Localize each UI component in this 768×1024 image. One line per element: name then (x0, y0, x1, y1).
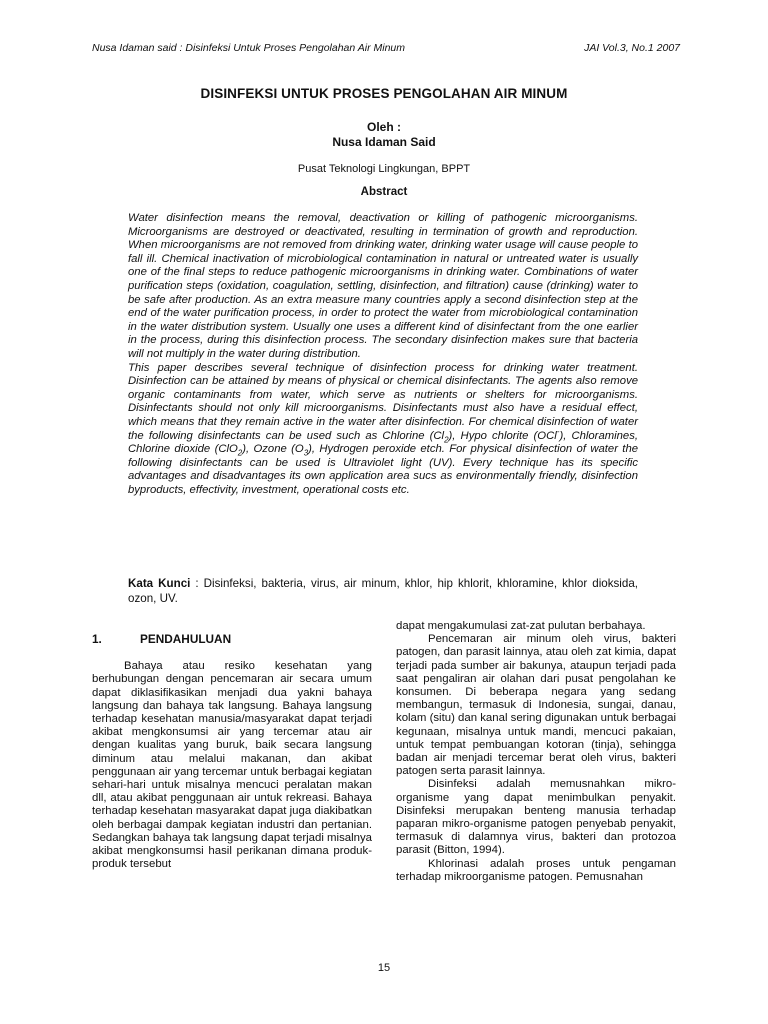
keywords (128, 576, 638, 606)
abstract-heading: Abstract (360, 186, 408, 198)
body-paragraph: Bahaya atau resiko kesehatan yang berhubungan dengan pencemaran air secara umum dapat diklasifikasikan menjadi dua yakni bahaya langsung dan bahaya tak langsung. Bahaya langsung terhadap kesehatan manusia/masyarakat dapat terjadi akibat mengkonsumsi air yang tercemar atau air dengan kualitas yang buruk, baik secara langsung diminum atau melalui makanan, dan akibat penggunaan air yang tercemar untuk berbagai kegiatan sehari-hari untuk misalnya mencuci peralatan makan dll, atau akibat penggunaan air untuk rekreasi. Bahaya terhadap kesehatan masyarakat dapat juga diakibatkan oleh berbagai dampak kegiatan industri dan pertanian. Sedangkan bahaya tak langsung dapat terjadi misalnya akibat mengkonsumsi hasil perikanan dimana produk-produk tersebut (92, 660, 372, 871)
abstract-paragraph-2: This paper describes several technique of disinfection process for drinking water treatment. Disinfection can be attained by means of physical or chemical disinfectants. The agents also remove organic contaminants from water, which serve as nutrients or shelters for microorganisms. Disinfectants should not only kill microorganisms. Disinfectants must also have a residual effect, which means that they remain active in the water after disinfection. For chemical disinfection of water the following disinfectants can be used such as Chlorine $(Cl_2)$, Hypo chlorite (OCl-), Chloramines, Chlorine dioxide (ClO$_2$), Ozone $(O_3)$, Hydrogen peroxide etch. For physical disinfection of water the following disinfectants can be used is Ultraviolet light (UV). Every technique has its specific advantages and disadvantages its own application area sucs as environmentally friendly, disinfection byproducts, effectivity, investment, operational costs etc. (128, 361, 639, 496)
body-paragraph: dapat mengakumulasi zat-zat pulutan berbahaya. (396, 620, 646, 632)
page-number: 15 (377, 962, 391, 974)
byline-oleh: Oleh : (366, 120, 401, 134)
section-number: 1. (92, 632, 102, 646)
running-header-left: Nusa Idaman said : Disinfeksi Untuk Proses Pengolahan Air Minum (92, 42, 406, 54)
running-header-right: JAI Vol.3, No.1 2007 (584, 42, 680, 54)
keywords-text: : Disinfeksi, bakteria, virus, air minum, khlor, hip khlorit, khloramine, khlor dioksida, ozon, UV. (128, 577, 639, 605)
running-header (92, 42, 680, 54)
affiliation: Pusat Teknologi Lingkungan, BPPT (297, 163, 471, 175)
abstract-body (128, 212, 638, 497)
author-name: Nusa Idaman Said (332, 135, 436, 149)
body-paragraph: Pencemaran air minum oleh virus, bakteri patogen, dan parasit lainnya, atau oleh zat kimia, dapat terjadi pada sumber air bakunya, ataupun terjadi pada saat pengaliran air olahan dari pusat pengolahan ke konsumen. Di beberapa negara yang sedang membangun, termasuk di Indonesia, sungai, danau, kolam (situ) dan kanal sering digunakan untuk berbagai kegunaan, misalnya untuk mandi, mencuci pakaian, untuk tempat pembuangan kotoran (tinja), sehingga badan air menjadi tercemar berat oleh virus, bakteri patogen serta parasit lainnya. (396, 633, 676, 778)
body-paragraph: Khlorinasi adalah proses untuk pengaman terhadap mikroorganisme patogen. Pemusnahan (396, 857, 676, 883)
column-right (396, 620, 676, 884)
abstract-paragraph-1: Water disinfection means the removal, deactivation or killing of pathogenic microorganisms. Microorganisms are destroyed or deactivated, resulting in termination of growth and reproduction. When microorganisms are not removed from drinking water, drinking water usage will cause people to fall ill. Chemical inactivation of microbiological contamination in natural or untreated water is usually one of the final steps to reduce pathogenic microorganisms in drinking water. Combinations of water purification steps (oxidation, coagulation, settling, disinfection, and filtration) cause (drinking) water to be safe after production. As an extra measure many countries apply a second disinfection step at the end of the water purification process, in order to protect the water from microbiological contamination in the water distribution system. Usually one uses a different kind of disinfectant from the one earlier in the process, during this disinfection process. The secondary disinfection makes sure that bacteria will not multiply in the water during distribution. (128, 212, 638, 360)
keywords-label: Kata Kunci (128, 577, 191, 590)
byline (0, 120, 768, 150)
paper-title: DISINFEKSI UNTUK PROSES PENGOLAHAN AIR MINUM (200, 86, 568, 101)
body-paragraph: Disinfeksi adalah memusnahkan mikro-organisme yang dapat menimbulkan penyakit. Disinfeksi merupakan benteng manusia terhadap paparan mikro-organisme patogen penyebab penyakit, termasuk di dalamnya virus, bakteri dan protozoa parasit (Bitton, 1994). (396, 778, 676, 857)
section-title: PENDAHULUAN (140, 632, 232, 646)
section-heading (92, 633, 372, 646)
column-left (92, 633, 372, 871)
